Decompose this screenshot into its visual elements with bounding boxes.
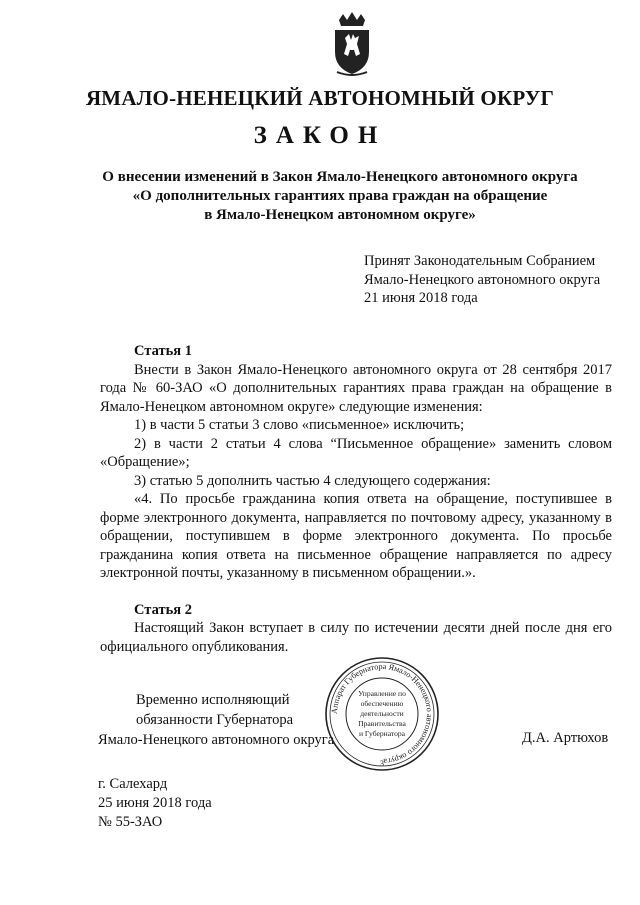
official-seal [322,654,442,774]
article-1-paragraph: Внести в Закон Ямало-Ненецкого автономного округа от 28 сентября 2017 года № 60-ЗАО «О дополнительных гарантиях права граждан на обращение в Ямало-Ненецком автономном округе» следующие изменения: [100,361,612,415]
law-body [100,342,612,656]
law-subject [60,168,620,225]
article-1-title: Статья 1 [134,343,192,359]
adoption-line: 21 июня 2018 года [364,290,478,306]
signatory-line: Ямало-Ненецкого автономного округа [98,732,335,748]
signatory-position [98,690,334,750]
document-type: ЗАКОН [253,122,387,149]
signatory-line: обязанности Губернатора [136,712,294,728]
subject-line: «О дополнительных гарантиях права граждан на обращение [132,188,548,204]
footer-number: № 55-ЗАО [98,814,163,830]
coat-of-arms-icon [329,12,375,78]
article-2-paragraph: Настоящий Закон вступает в силу по истечении десяти дней после дня его официального опубликования. [100,620,612,655]
adoption-note [364,252,600,308]
seal-center-line: деятельности [360,709,404,718]
signatory-name: Д.А. Артюхов [522,730,609,746]
seal-center-line: Правительства [358,719,406,728]
footer-city: г. Салехард [98,776,168,792]
article-1-paragraph: «4. По просьбе гражданина копия ответа на обращение, поступившее в форме электронного документа, направляется по почтовому адресу, указанному в обращении, поступившем в форме электронного документа. По просьбе гражданина копия ответа на письменное обращение направляется по адресу электронной почты, указанному в письменном обращении.». [100,491,612,581]
document-footer [98,775,212,832]
subject-line: О внесении изменений в Закон Ямало-Ненецкого автономного округа [102,169,578,185]
article-1-paragraph: 1) в части 5 статьи 3 слово «письменное» исключить; [134,417,465,433]
article-2-title: Статья 2 [134,601,192,618]
adoption-line: Ямало-Ненецкого автономного округа [364,271,601,288]
article-1-paragraph: 2) в части 2 статьи 4 слова “Письменное обращение» заменить словом «Обращение»; [100,435,612,470]
subject-line: в Ямало-Ненецком автономном округе» [204,207,476,223]
seal-center-line: обеспечению [360,699,404,708]
seal-number: 3 [380,759,384,768]
signatory-line: Временно исполняющий [136,692,290,708]
article-1-paragraph: 3) статью 5 дополнить частью 4 следующего содержания: [134,472,491,489]
seal-center-line: и Губернатора [358,729,406,738]
seal-ring-text: Аппарат Губернатора Ямало-Ненецкого автономного округа [329,661,435,767]
seal-center-line: Управление по [358,689,406,698]
adoption-line: Принят Законодательным Собранием [364,253,596,269]
region-title: ЯМАЛО-НЕНЕЦКИЙ АВТОНОМНЫЙ ОКРУГ [85,86,555,110]
footer-date: 25 июня 2018 года [98,795,212,811]
